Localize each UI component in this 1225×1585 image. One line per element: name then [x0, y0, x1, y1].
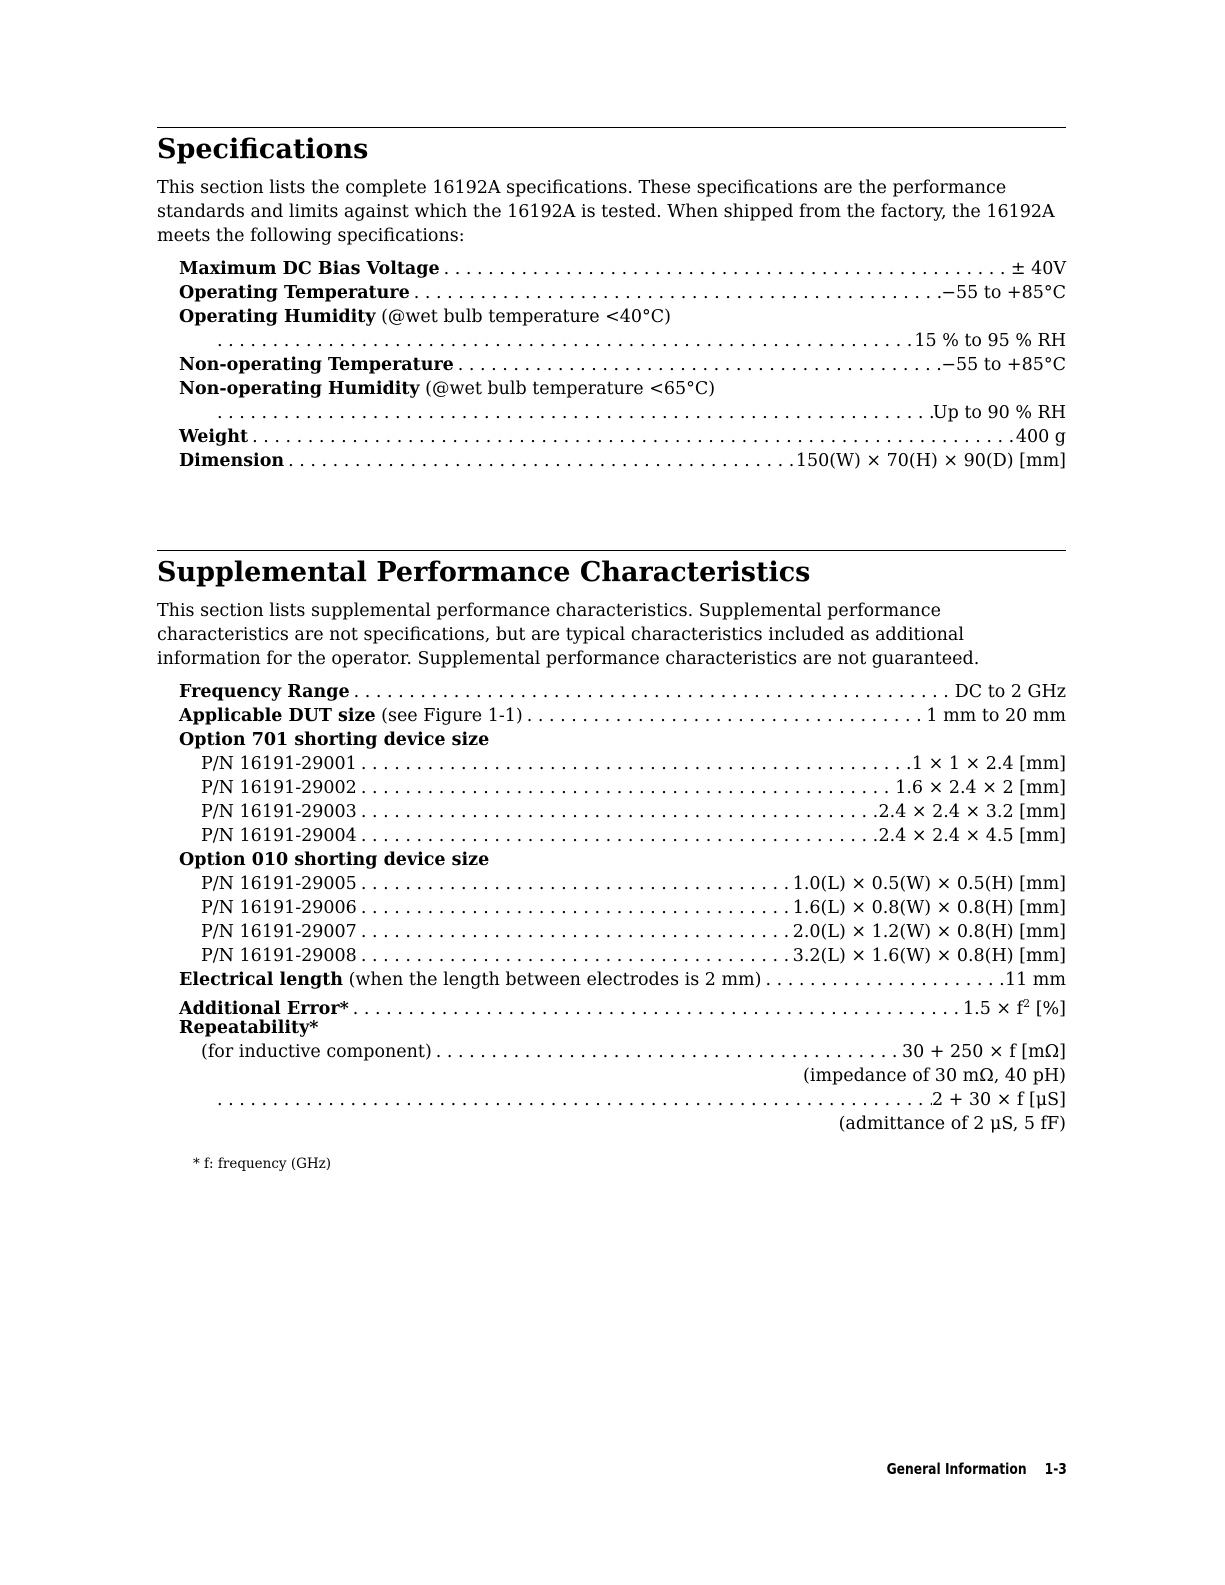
spec-row: [179, 401, 1066, 425]
spec-row: [179, 425, 1066, 449]
characteristics-list: [179, 680, 1066, 1136]
spec-row: [179, 1040, 1066, 1064]
spec-row: [179, 257, 1066, 281]
section-intro: This section lists the complete 16192A specifications. These specifications are the performance standards and limits against which the 16192A is tested. When shipped from the factory, the 16192A meets the following specifications:: [157, 178, 1055, 246]
part-row: [179, 872, 1066, 896]
part-row: [179, 944, 1066, 968]
leader-dots: [213, 329, 914, 353]
section-title: Specifications: [157, 134, 369, 165]
spec-value: DC to 2 GHz: [954, 682, 1066, 702]
spec-row: [179, 1112, 1066, 1136]
leader-dots: [213, 1088, 932, 1112]
spec-value: [963, 992, 1066, 1021]
leader-dots: [432, 1040, 902, 1064]
spec-label: Non-operating Temperature: [179, 355, 454, 375]
leader-dots: [410, 281, 942, 305]
formula-base: 1.5 × f: [963, 998, 1024, 1019]
spec-label: Additional Error*: [179, 998, 349, 1019]
part-row: [179, 752, 1066, 776]
formula-unit: [%]: [1030, 998, 1066, 1019]
part-number: P/N 16191-29003: [201, 802, 357, 822]
spec-value: 11 mm: [1004, 970, 1066, 990]
spec-value: 30 + 250 × f [mΩ]: [901, 1042, 1066, 1062]
option-010-heading: Option 010 shorting device size: [179, 850, 490, 870]
leader-dots: [357, 896, 793, 920]
spec-row: [179, 968, 1066, 992]
leader-dots: [357, 776, 895, 800]
impedance-note: (impedance of 30 mΩ, 40 pH): [803, 1066, 1066, 1086]
part-number: P/N 16191-29001: [201, 754, 357, 774]
spec-label: Operating Temperature: [179, 283, 410, 303]
leader-dots: [357, 920, 793, 944]
part-row: [179, 824, 1066, 848]
spec-value: −55 to +85°C: [941, 355, 1066, 375]
spec-row: [179, 992, 1066, 1019]
part-row: [179, 800, 1066, 824]
part-row: [179, 896, 1066, 920]
part-size: 1.6 × 2.4 × 2 [mm]: [895, 778, 1066, 798]
spec-label: Dimension: [179, 451, 285, 471]
leader-dots: [761, 968, 1004, 992]
part-number: P/N 16191-29004: [201, 826, 357, 846]
spec-note: (@wet bulb temperature <40°C): [375, 307, 672, 327]
admittance-note: (admittance of 2 μS, 5 fF): [838, 1114, 1066, 1134]
spec-row: [179, 1088, 1066, 1112]
part-size: 2.0(L) × 1.2(W) × 0.8(H) [mm]: [792, 922, 1066, 942]
spec-label: Maximum DC Bias Voltage: [179, 259, 440, 279]
spec-label: Applicable DUT size: [179, 706, 376, 726]
part-number: P/N 16191-29006: [201, 898, 357, 918]
leader-dots: [523, 704, 927, 728]
supplemental-section: [157, 550, 1066, 1136]
spec-value: 1 mm to 20 mm: [926, 706, 1066, 726]
part-size: 1.0(L) × 0.5(W) × 0.5(H) [mm]: [792, 874, 1066, 894]
part-number: P/N 16191-29002: [201, 778, 357, 798]
spec-label: Non-operating Humidity: [179, 379, 420, 399]
option-heading: [179, 848, 1066, 872]
leader-dots: [440, 257, 1011, 281]
section-intro: This section lists supplemental performance characteristics. Supplemental performance characteristics are not specifications, but are typical characteristics included as additional information for the operator. Supplemental performance characteristics are not guaranteed.: [157, 601, 980, 669]
part-row: [179, 776, 1066, 800]
leader-dots: [357, 872, 793, 896]
part-size: 1.6(L) × 0.8(W) × 0.8(H) [mm]: [792, 898, 1066, 918]
spec-value: 150(W) × 70(H) × 90(D) [mm]: [795, 451, 1066, 471]
part-size: 2.4 × 2.4 × 3.2 [mm]: [878, 802, 1066, 822]
spec-row: [179, 704, 1066, 728]
formula-exponent: 2: [1023, 997, 1031, 1010]
spec-list: [179, 257, 1066, 473]
specifications-section: [157, 127, 1066, 473]
spec-note: (when the length between electrodes is 2 mm): [343, 970, 762, 990]
spec-label: Weight: [179, 427, 249, 447]
leader-dots: [357, 944, 793, 968]
footnote: * f: frequency (GHz): [193, 1156, 332, 1172]
spec-value: 15 % to 95 % RH: [914, 331, 1066, 351]
part-size: 3.2(L) × 1.6(W) × 0.8(H) [mm]: [792, 946, 1066, 966]
part-size: 2.4 × 2.4 × 4.5 [mm]: [878, 826, 1066, 846]
page-number: 1-3: [1044, 1460, 1067, 1478]
option-heading: [179, 728, 1066, 752]
part-row: [179, 920, 1066, 944]
spec-row: [179, 1064, 1066, 1088]
spec-row: [179, 281, 1066, 305]
spec-note: (see Figure 1-1): [375, 706, 523, 726]
section-title: Supplemental Performance Characteristics: [157, 557, 811, 588]
spec-value: ± 40V: [1010, 259, 1066, 279]
option-701-heading: Option 701 shorting device size: [179, 730, 490, 750]
spec-row: [179, 377, 1066, 401]
spec-value: 400 g: [1015, 427, 1066, 447]
spec-row: [179, 329, 1066, 353]
part-number: P/N 16191-29008: [201, 946, 357, 966]
section-rule: [157, 550, 1066, 551]
spec-note: (@wet bulb temperature <65°C): [419, 379, 716, 399]
spec-row: [179, 449, 1066, 473]
page-footer: [887, 1460, 1067, 1478]
leader-dots: [284, 449, 796, 473]
spec-value: 2 + 30 × f [μS]: [931, 1090, 1066, 1110]
part-number: P/N 16191-29005: [201, 874, 357, 894]
leader-dots: [357, 800, 879, 824]
section-rule: [157, 127, 1066, 128]
part-size: 1 × 1 × 2.4 [mm]: [911, 754, 1066, 774]
spec-note: (for inductive component): [201, 1042, 432, 1062]
spec-label: Electrical length: [179, 970, 344, 990]
spec-label: Repeatability*: [179, 1018, 319, 1038]
spec-row: [179, 680, 1066, 704]
leader-dots: [349, 997, 963, 1021]
leader-dots: [213, 401, 933, 425]
spec-label: Frequency Range: [179, 682, 350, 702]
leader-dots: [350, 680, 955, 704]
spec-value: −55 to +85°C: [941, 283, 1066, 303]
leader-dots: [454, 353, 942, 377]
leader-dots: [357, 824, 879, 848]
leader-dots: [357, 752, 912, 776]
spec-label: Operating Humidity: [179, 307, 376, 327]
spec-row: [179, 353, 1066, 377]
part-number: P/N 16191-29007: [201, 922, 357, 942]
spec-row: [179, 305, 1066, 329]
spec-value: Up to 90 % RH: [932, 403, 1066, 423]
leader-dots: [248, 425, 1016, 449]
footer-section: General Information: [886, 1460, 1027, 1478]
